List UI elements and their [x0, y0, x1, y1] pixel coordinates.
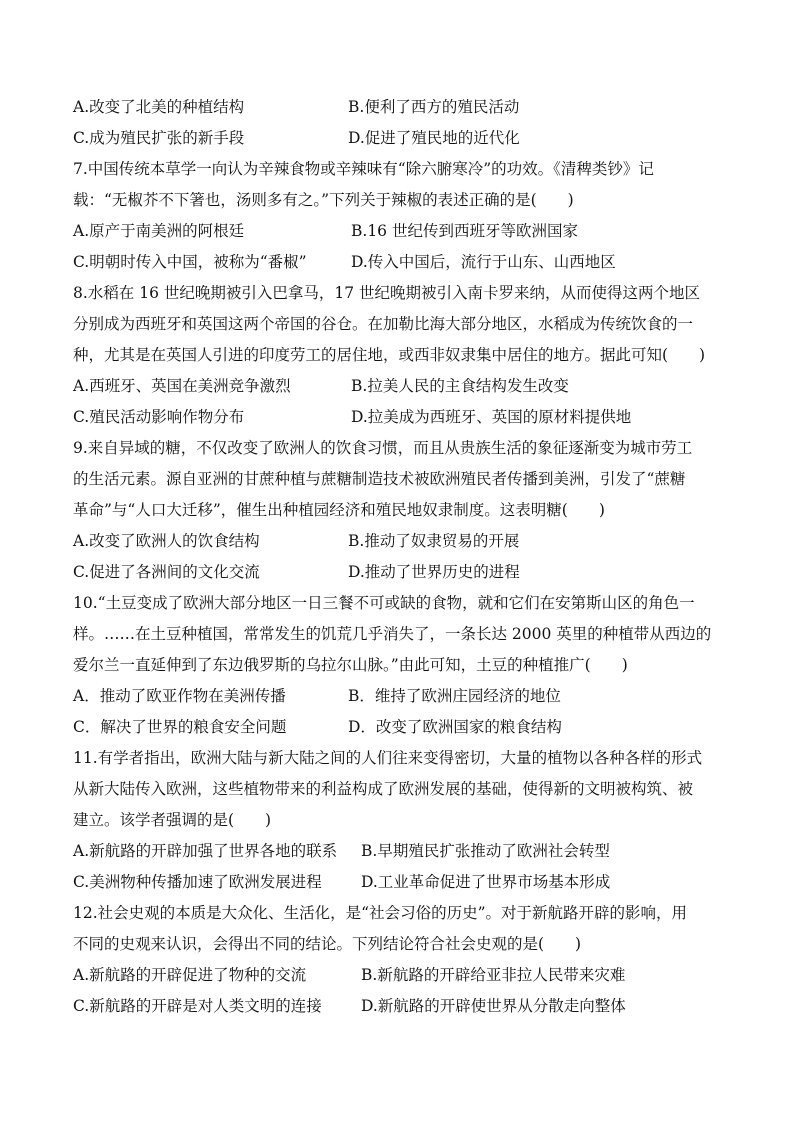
- q8-options-row-1: [73, 371, 733, 402]
- q8-option-c[interactable]: C.殖民活动影响作物分布: [73, 408, 245, 426]
- q6-option-c[interactable]: C.成为殖民扩张的新手段: [73, 129, 245, 147]
- q11-options-row-2: [73, 867, 733, 898]
- q11-option-d[interactable]: D.工业革命促进了世界市场基本形成: [361, 873, 611, 891]
- q9-options-row-1: [73, 526, 733, 557]
- q12-options-row-2: [73, 991, 733, 1022]
- q8-option-a[interactable]: A.西班牙、英国在美洲竞争激烈: [73, 377, 291, 395]
- q12-stem-line-2: 不同的史观来认识，会得出不同的结论。下列结论符合社会史观的是( ): [73, 935, 582, 953]
- q7-option-b[interactable]: B.16 世纪传到西班牙等欧洲国家: [351, 222, 578, 240]
- q11-stem-line-1: 11.有学者指出，欧洲大陆与新大陆之间的人们往来变得密切，大量的植物以各种各样的形式: [73, 749, 703, 767]
- q8-stem-line-3: 种，尤其是在英国人引进的印度劳工的居住地，或西非奴隶集中居住的地方。据此可知( ): [73, 346, 706, 364]
- q10-options-row-2: [73, 712, 733, 743]
- q9-stem-line-2: 的生活元素。源自亚洲的甘蔗种植与蔗糖制造技术被欧洲殖民者传播到美洲，引发了“蔗糖: [73, 470, 686, 488]
- q10-option-b[interactable]: B．维持了欧洲庄园经济的地位: [348, 687, 561, 705]
- q8-options-row-2: [73, 402, 733, 433]
- q6-option-b[interactable]: B.便利了西方的殖民活动: [348, 98, 520, 116]
- q12-option-d[interactable]: D.新航路的开辟使世界从分散走向整体: [361, 997, 626, 1015]
- q10-option-c[interactable]: C．解决了世界的粮食安全问题: [73, 718, 287, 736]
- q7-option-a[interactable]: A.原产于南美洲的阿根廷: [73, 222, 245, 240]
- q12-option-a[interactable]: A.新航路的开辟促进了物种的交流: [73, 966, 307, 984]
- q11-stem-line-2: 从新大陆传入欧洲，这些植物带来的利益构成了欧洲发展的基础，使得新的文明被构筑、被: [73, 780, 694, 798]
- q7-stem-line-2: 载：“无椒芥不下箸也，汤则多有之。”下列关于辣椒的表述正确的是( ): [73, 191, 574, 209]
- q10-stem-line-2: 样。……在土豆种植国，常常发生的饥荒几乎消失了，一条长达 2000 英里的种植带从西边的: [73, 625, 712, 643]
- q6-option-a[interactable]: A.改变了北美的种植结构: [73, 98, 245, 116]
- q8-option-d[interactable]: D.拉美成为西班牙、英国的原材料提供地: [351, 408, 632, 426]
- q6-options-row-1: [73, 92, 733, 123]
- q10-options-row-1: [73, 681, 733, 712]
- q10-option-d[interactable]: D．改变了欧洲国家的粮食结构: [348, 718, 562, 736]
- q6-option-d[interactable]: D.促进了殖民地的近代化: [348, 129, 520, 147]
- q7-options-row-1: [73, 216, 733, 247]
- q10-stem-line-1: 10.“土豆变成了欧洲大部分地区一日三餐不可或缺的食物，就和它们在安第斯山区的角色一: [73, 594, 695, 612]
- q12-options-row-1: [73, 960, 733, 991]
- q7-option-d[interactable]: D.传入中国后，流行于山东、山西地区: [351, 253, 616, 271]
- q11-option-b[interactable]: B.早期殖民扩张推动了欧洲社会转型: [361, 842, 610, 860]
- q9-option-d[interactable]: D.推动了世界历史的进程: [348, 563, 520, 581]
- q11-option-c[interactable]: C.美洲物种传播加速了欧洲发展进程: [73, 873, 322, 891]
- q11-option-a[interactable]: A.新航路的开辟加强了世界各地的联系: [73, 842, 338, 860]
- q12-option-b[interactable]: B.新航路的开辟给亚非拉人民带来灾难: [361, 966, 626, 984]
- q9-option-b[interactable]: B.推动了奴隶贸易的开展: [348, 532, 520, 550]
- q7-options-row-2: [73, 247, 733, 278]
- q11-options-row-1: [73, 836, 733, 867]
- q9-option-a[interactable]: A.改变了欧洲人的饮食结构: [73, 532, 260, 550]
- q11-stem-line-3: 建立。该学者强调的是( ): [73, 811, 272, 829]
- q9-stem-line-3: 革命”与“人口大迁移”，催生出种植园经济和殖民地奴隶制度。这表明糖( ): [73, 501, 605, 519]
- exam-page: [73, 92, 733, 1022]
- q8-stem-line-1: 8.水稻在 16 世纪晚期被引入巴拿马，17 世纪晚期被引入南卡罗来纳，从而使得这两个地区: [73, 284, 701, 302]
- q8-stem-line-2: 分别成为西班牙和英国这两个帝国的谷仓。在加勒比海大部分地区，水稻成为传统饮食的一: [73, 315, 694, 333]
- q7-stem-line-1: 7.中国传统本草学一向认为辛辣食物或辛辣味有“除六腑寒冷”的功效。《清稗类钞》记: [73, 160, 654, 178]
- q7-option-c[interactable]: C.明朝时传入中国，被称为“番椒”: [73, 253, 307, 271]
- q6-options-row-2: [73, 123, 733, 154]
- q9-options-row-2: [73, 557, 733, 588]
- q9-option-c[interactable]: C.促进了各洲间的文化交流: [73, 563, 260, 581]
- q12-stem-line-1: 12.社会史观的本质是大众化、生活化，是“社会习俗的历史”。对于新航路开辟的影响，用: [73, 904, 688, 922]
- q9-stem-line-1: 9.来自异域的糖，不仅改变了欧洲人的饮食习惯，而且从贵族生活的象征逐渐变为城市劳工: [73, 439, 693, 457]
- q8-option-b[interactable]: B.拉美人民的主食结构发生改变: [351, 377, 569, 395]
- q12-option-c[interactable]: C.新航路的开辟是对人类文明的连接: [73, 997, 322, 1015]
- q10-option-a[interactable]: A．推动了欧亚作物在美洲传播: [73, 687, 286, 705]
- q10-stem-line-3: 爱尔兰一直延伸到了东边俄罗斯的乌拉尔山脉。”由此可知，土豆的种植推广( ): [73, 656, 628, 674]
